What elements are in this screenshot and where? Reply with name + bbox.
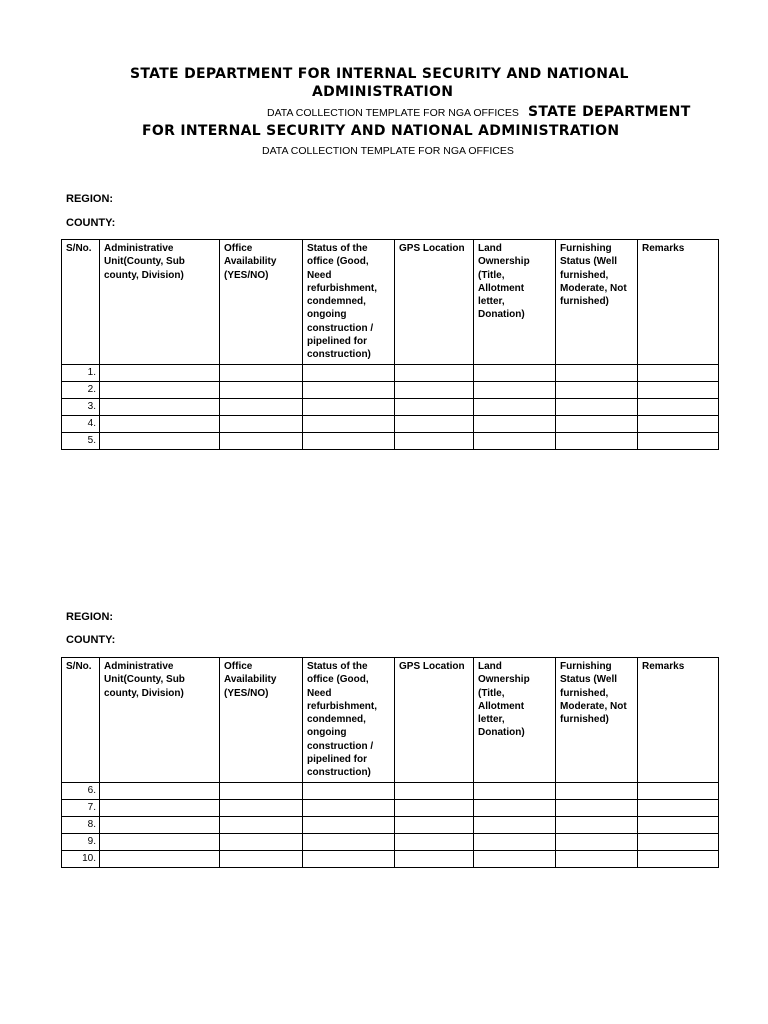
admin-unit-cell[interactable] [100, 399, 220, 416]
office-status-cell[interactable] [303, 365, 395, 382]
office-availability-cell[interactable] [220, 800, 303, 817]
gps-location-cell[interactable] [395, 382, 474, 399]
col-header-furnishing-status: Furnishing Status (Well furnished, Moderate, Not furnished) [556, 240, 638, 365]
admin-unit-cell[interactable] [100, 800, 220, 817]
col-header-land-ownership: Land Ownership (Title, Allotment letter, Donation) [474, 658, 556, 783]
table-row [62, 783, 719, 800]
table-row [62, 399, 719, 416]
row-number: 9. [62, 834, 100, 851]
land-ownership-cell[interactable] [474, 800, 556, 817]
office-status-cell[interactable] [303, 783, 395, 800]
admin-unit-cell[interactable] [100, 783, 220, 800]
furnishing-status-cell[interactable] [556, 783, 638, 800]
table-row [62, 851, 719, 868]
gps-location-cell[interactable] [395, 834, 474, 851]
row-number: 2. [62, 382, 100, 399]
region-label: REGION: [66, 193, 114, 205]
furnishing-status-cell[interactable] [556, 399, 638, 416]
office-availability-cell[interactable] [220, 365, 303, 382]
land-ownership-cell[interactable] [474, 382, 556, 399]
col-header-remarks: Remarks [638, 240, 719, 365]
office-status-cell[interactable] [303, 433, 395, 450]
office-status-cell[interactable] [303, 800, 395, 817]
office-status-cell[interactable] [303, 817, 395, 834]
land-ownership-cell[interactable] [474, 817, 556, 834]
table-row [62, 834, 719, 851]
table-row [62, 817, 719, 834]
gps-location-cell[interactable] [395, 851, 474, 868]
data-table [61, 239, 719, 450]
office-availability-cell[interactable] [220, 416, 303, 433]
col-header-sno: S/No. [62, 658, 100, 783]
office-availability-cell[interactable] [220, 834, 303, 851]
col-header-land-ownership: Land Ownership (Title, Allotment letter, Donation) [474, 240, 556, 365]
office-availability-cell[interactable] [220, 382, 303, 399]
office-availability-cell[interactable] [220, 783, 303, 800]
col-header-remarks: Remarks [638, 658, 719, 783]
gps-location-cell[interactable] [395, 783, 474, 800]
furnishing-status-cell[interactable] [556, 834, 638, 851]
admin-unit-cell[interactable] [100, 382, 220, 399]
table-row [62, 800, 719, 817]
land-ownership-cell[interactable] [474, 416, 556, 433]
furnishing-status-cell[interactable] [556, 851, 638, 868]
office-availability-cell[interactable] [220, 433, 303, 450]
row-number: 5. [62, 433, 100, 450]
furnishing-status-cell[interactable] [556, 416, 638, 433]
admin-unit-cell[interactable] [100, 834, 220, 851]
remarks-cell[interactable] [638, 800, 719, 817]
gps-location-cell[interactable] [395, 433, 474, 450]
remarks-cell[interactable] [638, 382, 719, 399]
gps-location-cell[interactable] [395, 800, 474, 817]
gps-location-cell[interactable] [395, 416, 474, 433]
admin-unit-cell[interactable] [100, 365, 220, 382]
col-header-admin-unit: Administrative Unit(County, Sub county, Division) [100, 240, 220, 365]
remarks-cell[interactable] [638, 851, 719, 868]
document-subtitle: DATA COLLECTION TEMPLATE FOR NGA OFFICES [262, 145, 514, 157]
admin-unit-cell[interactable] [100, 416, 220, 433]
table-header-row [62, 658, 719, 783]
gps-location-cell[interactable] [395, 365, 474, 382]
table-header-row [62, 240, 719, 365]
row-number: 1. [62, 365, 100, 382]
document-title-line2: ADMINISTRATION [312, 84, 454, 100]
title-repeat-part2: FOR INTERNAL SECURITY AND NATIONAL ADMINISTRATION [142, 123, 620, 139]
furnishing-status-cell[interactable] [556, 817, 638, 834]
remarks-cell[interactable] [638, 365, 719, 382]
row-number: 10. [62, 851, 100, 868]
row-number: 3. [62, 399, 100, 416]
furnishing-status-cell[interactable] [556, 382, 638, 399]
row-number: 6. [62, 783, 100, 800]
remarks-cell[interactable] [638, 416, 719, 433]
row-number: 8. [62, 817, 100, 834]
furnishing-status-cell[interactable] [556, 365, 638, 382]
remarks-cell[interactable] [638, 433, 719, 450]
remarks-cell[interactable] [638, 817, 719, 834]
table-row [62, 365, 719, 382]
land-ownership-cell[interactable] [474, 399, 556, 416]
admin-unit-cell[interactable] [100, 433, 220, 450]
admin-unit-cell[interactable] [100, 817, 220, 834]
gps-location-cell[interactable] [395, 399, 474, 416]
table-row [62, 416, 719, 433]
subtitle-inline: DATA COLLECTION TEMPLATE FOR NGA OFFICES [267, 107, 519, 119]
office-availability-cell[interactable] [220, 851, 303, 868]
office-status-cell[interactable] [303, 851, 395, 868]
document-title-line1: STATE DEPARTMENT FOR INTERNAL SECURITY AND NATIONAL [130, 66, 629, 82]
col-header-furnishing-status: Furnishing Status (Well furnished, Moderate, Not furnished) [556, 658, 638, 783]
remarks-cell[interactable] [638, 399, 719, 416]
land-ownership-cell[interactable] [474, 834, 556, 851]
office-availability-cell[interactable] [220, 817, 303, 834]
county-label: COUNTY: [66, 634, 116, 646]
col-header-office-availability: Office Availability (YES/NO) [220, 240, 303, 365]
county-label: COUNTY: [66, 217, 116, 229]
col-header-office-availability: Office Availability (YES/NO) [220, 658, 303, 783]
office-status-cell[interactable] [303, 834, 395, 851]
furnishing-status-cell[interactable] [556, 433, 638, 450]
title-repeat-part1: STATE DEPARTMENT [528, 104, 691, 120]
furnishing-status-cell[interactable] [556, 800, 638, 817]
office-status-cell[interactable] [303, 416, 395, 433]
gps-location-cell[interactable] [395, 817, 474, 834]
row-number: 4. [62, 416, 100, 433]
region-label: REGION: [66, 611, 114, 623]
col-header-gps-location: GPS Location [395, 658, 474, 783]
table-row [62, 382, 719, 399]
office-availability-cell[interactable] [220, 399, 303, 416]
col-header-office-status: Status of the office (Good, Need refurbishment, condemned, ongoing construction / pipelined for construction) [303, 240, 395, 365]
office-status-cell[interactable] [303, 382, 395, 399]
col-header-office-status: Status of the office (Good, Need refurbishment, condemned, ongoing construction / pipelined for construction) [303, 658, 395, 783]
data-table [61, 657, 719, 868]
remarks-cell[interactable] [638, 834, 719, 851]
col-header-gps-location: GPS Location [395, 240, 474, 365]
land-ownership-cell[interactable] [474, 851, 556, 868]
col-header-admin-unit: Administrative Unit(County, Sub county, Division) [100, 658, 220, 783]
col-header-sno: S/No. [62, 240, 100, 365]
admin-unit-cell[interactable] [100, 851, 220, 868]
land-ownership-cell[interactable] [474, 783, 556, 800]
office-status-cell[interactable] [303, 399, 395, 416]
row-number: 7. [62, 800, 100, 817]
table-row [62, 433, 719, 450]
remarks-cell[interactable] [638, 783, 719, 800]
land-ownership-cell[interactable] [474, 433, 556, 450]
land-ownership-cell[interactable] [474, 365, 556, 382]
